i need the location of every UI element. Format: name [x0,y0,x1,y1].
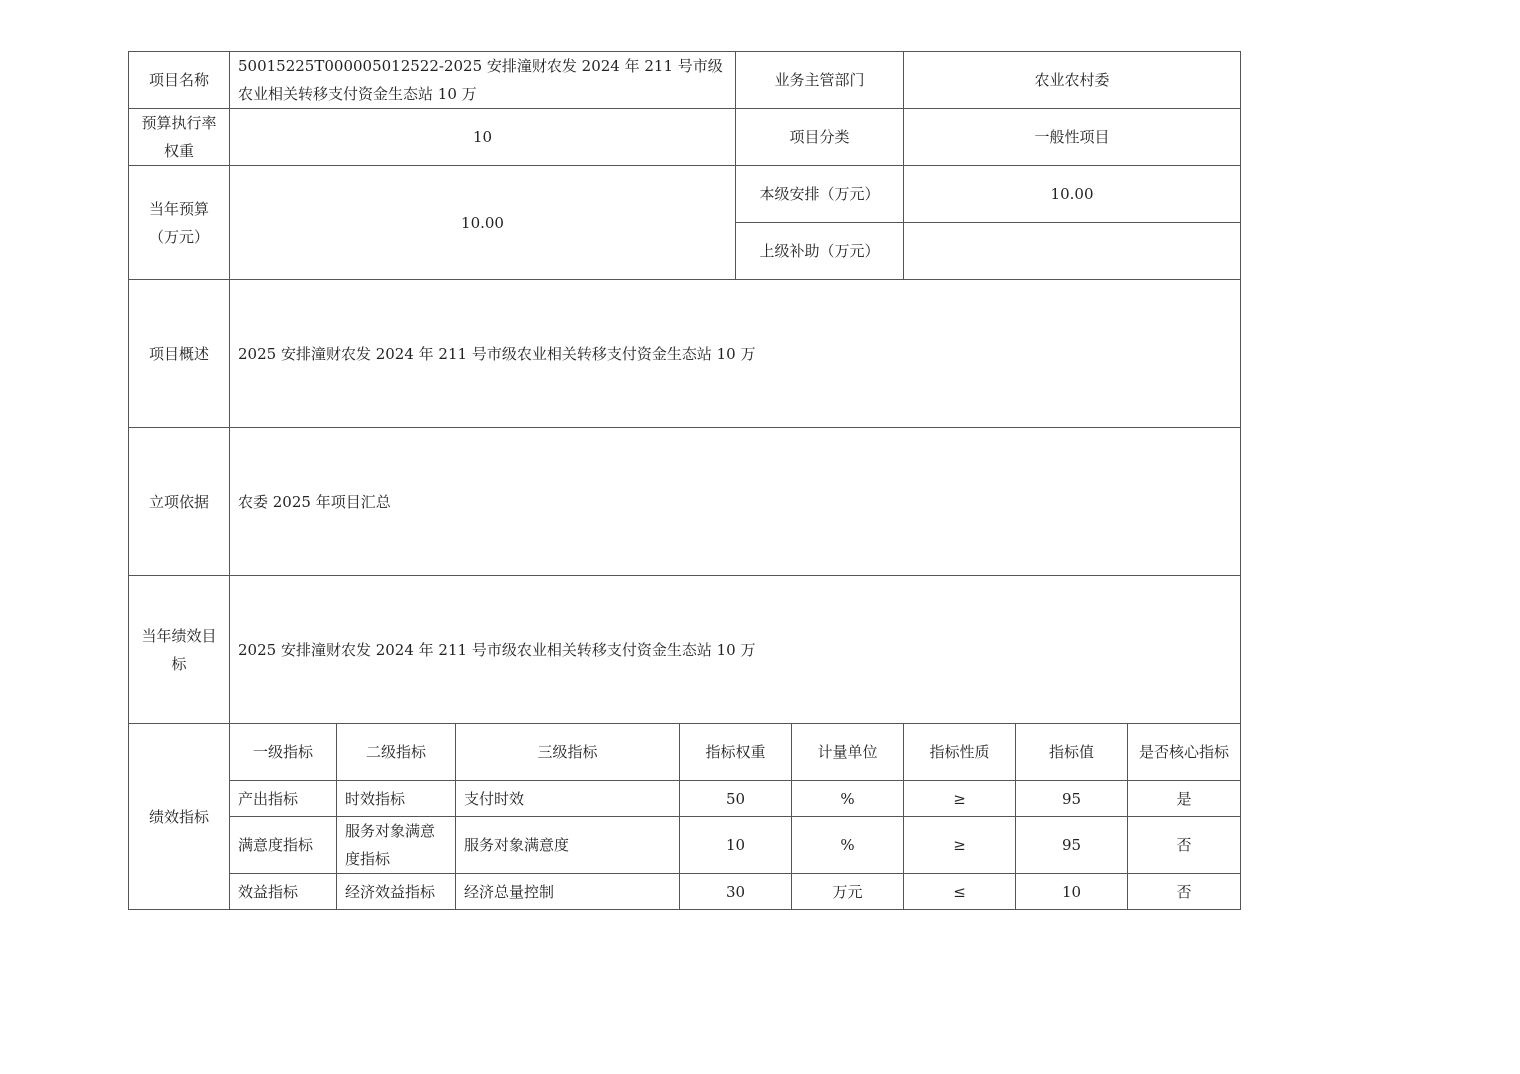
header-level1: 一级指标 [230,724,337,781]
indicator-core: 否 [1128,817,1241,874]
indicator-level2: 时效指标 [337,781,456,817]
indicator-nature: ≤ [904,874,1016,910]
indicator-unit: % [792,817,904,874]
indicator-header-row [129,724,1241,781]
indicator-unit: 万元 [792,874,904,910]
indicator-weight: 30 [680,874,792,910]
basis-label: 立项依据 [129,428,230,576]
header-nature: 指标性质 [904,724,1016,781]
goal-value: 2025 安排潼财农发 2024 年 211 号市级农业相关转移支付资金生态站 10 万 [230,576,1241,724]
indicator-level3: 经济总量控制 [456,874,680,910]
indicator-level2: 服务对象满意度指标 [337,817,456,874]
row-project-name [129,52,1241,109]
project-table [128,51,1241,910]
indicator-unit: % [792,781,904,817]
local-label: 本级安排（万元） [736,166,904,223]
table-row [129,817,1241,874]
goal-label: 当年绩效目标 [129,576,230,724]
indicator-core: 否 [1128,874,1241,910]
indicator-weight: 50 [680,781,792,817]
header-unit: 计量单位 [792,724,904,781]
upper-label: 上级补助（万元） [736,223,904,280]
indicator-weight: 10 [680,817,792,874]
weight-label: 预算执行率权重 [129,109,230,166]
table-row [129,874,1241,910]
row-basis [129,428,1241,576]
row-weight [129,109,1241,166]
indicators-section-label: 绩效指标 [129,724,230,910]
indicator-level1: 产出指标 [230,781,337,817]
weight-value: 10 [230,109,736,166]
budget-value: 10.00 [230,166,736,280]
upper-value [904,223,1241,280]
indicator-nature: ≥ [904,817,1016,874]
overview-value: 2025 安排潼财农发 2024 年 211 号市级农业相关转移支付资金生态站 10 万 [230,280,1241,428]
project-name-label: 项目名称 [129,52,230,109]
overview-label: 项目概述 [129,280,230,428]
header-level3: 三级指标 [456,724,680,781]
project-name-value: 50015225T000005012522-2025 安排潼财农发 2024 年 211 号市级农业相关转移支付资金生态站 10 万 [230,52,736,109]
local-value: 10.00 [904,166,1241,223]
dept-value: 农业农村委 [904,52,1241,109]
indicator-value: 10 [1016,874,1128,910]
category-value: 一般性项目 [904,109,1241,166]
row-overview [129,280,1241,428]
performance-target-form [128,51,1240,910]
indicator-value: 95 [1016,817,1128,874]
budget-label: 当年预算（万元） [129,166,230,280]
indicator-level3: 支付时效 [456,781,680,817]
header-value: 指标值 [1016,724,1128,781]
indicator-value: 95 [1016,781,1128,817]
indicator-core: 是 [1128,781,1241,817]
indicator-level1: 满意度指标 [230,817,337,874]
dept-label: 业务主管部门 [736,52,904,109]
category-label: 项目分类 [736,109,904,166]
row-budget-local [129,166,1241,223]
basis-value: 农委 2025 年项目汇总 [230,428,1241,576]
row-goal [129,576,1241,724]
header-weight: 指标权重 [680,724,792,781]
header-level2: 二级指标 [337,724,456,781]
indicator-level2: 经济效益指标 [337,874,456,910]
header-core: 是否核心指标 [1128,724,1241,781]
indicator-level1: 效益指标 [230,874,337,910]
indicator-nature: ≥ [904,781,1016,817]
indicator-level3: 服务对象满意度 [456,817,680,874]
table-row [129,781,1241,817]
